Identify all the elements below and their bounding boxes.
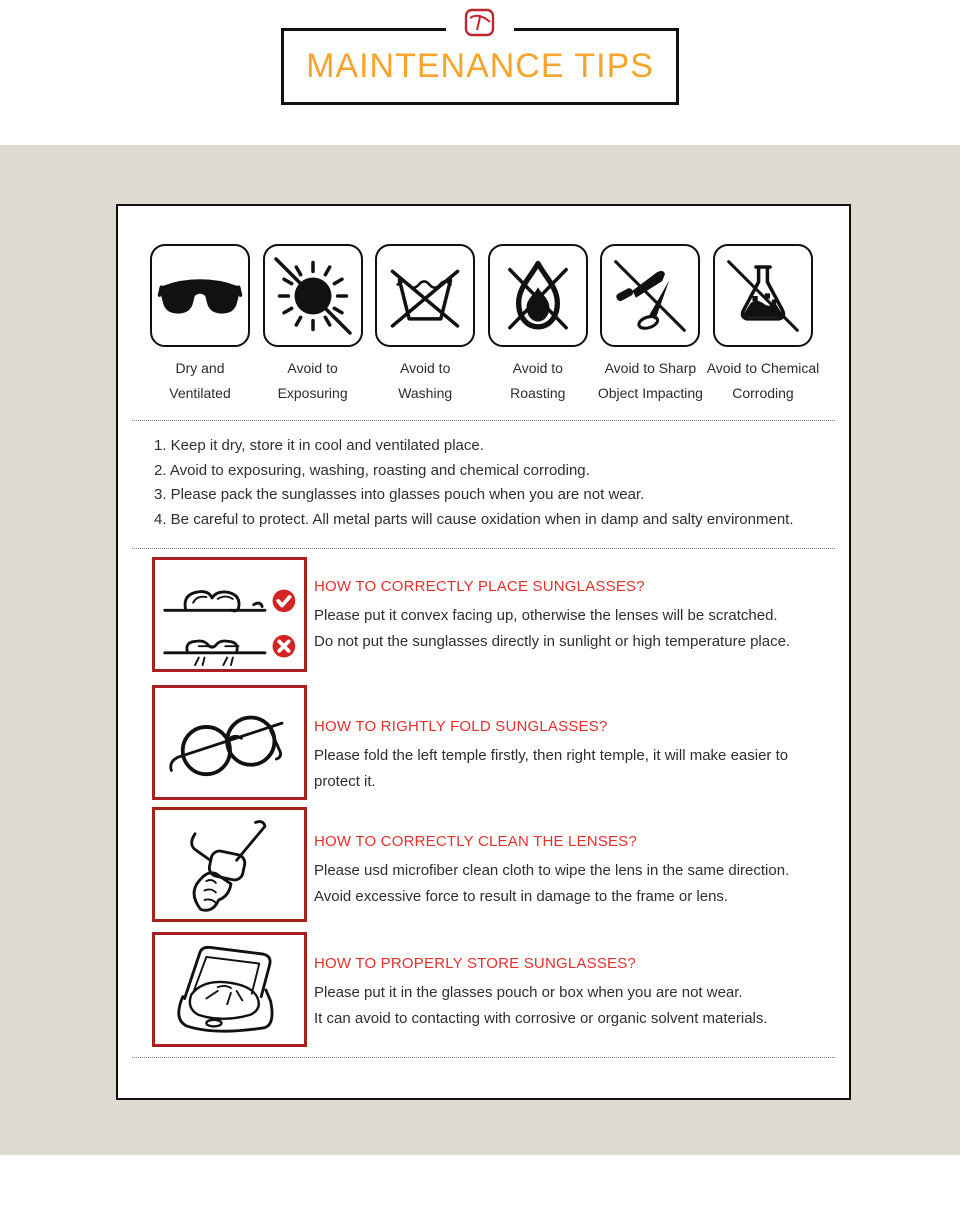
section-line: Please usd microfiber clean cloth to wipe the lens in the same direction.	[314, 862, 790, 879]
section-heading: HOW TO PROPERLY STORE SUNGLASSES?	[314, 955, 636, 972]
section-line: It can avoid to contacting with corrosive or organic solvent materials.	[314, 1010, 768, 1027]
glasses-logo-icon	[463, 6, 497, 38]
section-heading: HOW TO RIGHTLY FOLD SUNGLASSES?	[314, 718, 608, 735]
chemical-flask-crossed-icon	[719, 252, 807, 340]
maintenance-panel	[116, 204, 851, 1100]
section-line: Please put it in the glasses pouch or box when you are not wear.	[314, 984, 743, 1001]
section-heading: HOW TO CORRECTLY PLACE SUNGLASSES?	[314, 578, 645, 595]
sunglasses-icon	[156, 252, 244, 340]
maintenance-tips-header	[281, 28, 679, 105]
section-line: Please fold the left temple firstly, then right temple, it will make easier to protect it.	[314, 747, 789, 790]
list-item: 3. Please pack the sunglasses into glasses pouch when you are not wear.	[154, 486, 645, 504]
store-sunglasses-illustration	[159, 938, 301, 1042]
list-item: 2. Avoid to exposuring, washing, roasting and chemical corroding.	[154, 461, 590, 479]
flame-crossed-icon	[494, 252, 582, 340]
clean-lenses-illustration	[159, 813, 301, 917]
pictogram-avoid-sharp-object: Avoid to Sharp Object Impacting	[600, 244, 700, 406]
pictogram-dry-ventilated: Dry and Ventilated	[150, 244, 250, 406]
section-fold-sunglasses	[152, 685, 833, 801]
sharp-object-crossed-icon	[606, 252, 694, 340]
pictogram-avoid-roasting: Avoid to Roasting	[488, 244, 588, 406]
list-item: 1. Keep it dry, store it in cool and ventilated place.	[154, 437, 484, 454]
section-line: Do not put the sunglasses directly in sunlight or high temperature place.	[314, 633, 791, 650]
sun-crossed-icon	[269, 252, 357, 340]
dotted-divider-middle	[132, 548, 835, 549]
place-sunglasses-illustration	[159, 563, 301, 667]
pictogram-avoid-chemical: Avoid to Chemical Corroding	[713, 244, 813, 406]
washing-crossed-icon	[381, 252, 469, 340]
section-heading: HOW TO CORRECTLY CLEAN THE LENSES?	[314, 833, 637, 850]
dotted-divider-bottom	[132, 1057, 835, 1058]
care-pictogram-row	[150, 244, 820, 406]
fold-sunglasses-illustration	[159, 691, 301, 795]
section-line: Avoid excessive force to result in damage to the frame or lens.	[314, 888, 729, 905]
care-instruction-list	[154, 434, 829, 532]
section-place-sunglasses	[152, 557, 833, 673]
page-title: MAINTENANCE TIPS	[306, 47, 654, 85]
section-line: Please put it convex facing up, otherwise the lenses will be scratched.	[314, 607, 778, 624]
dotted-divider-top	[132, 420, 835, 421]
pictogram-avoid-exposuring: Avoid to Exposuring	[263, 244, 363, 406]
section-store-sunglasses	[152, 932, 833, 1048]
list-item: 4. Be careful to protect. All metal parts will cause oxidation when in damp and salty environment.	[154, 510, 794, 528]
section-clean-lenses	[152, 807, 833, 923]
pictogram-avoid-washing: Avoid to Washing	[375, 244, 475, 406]
